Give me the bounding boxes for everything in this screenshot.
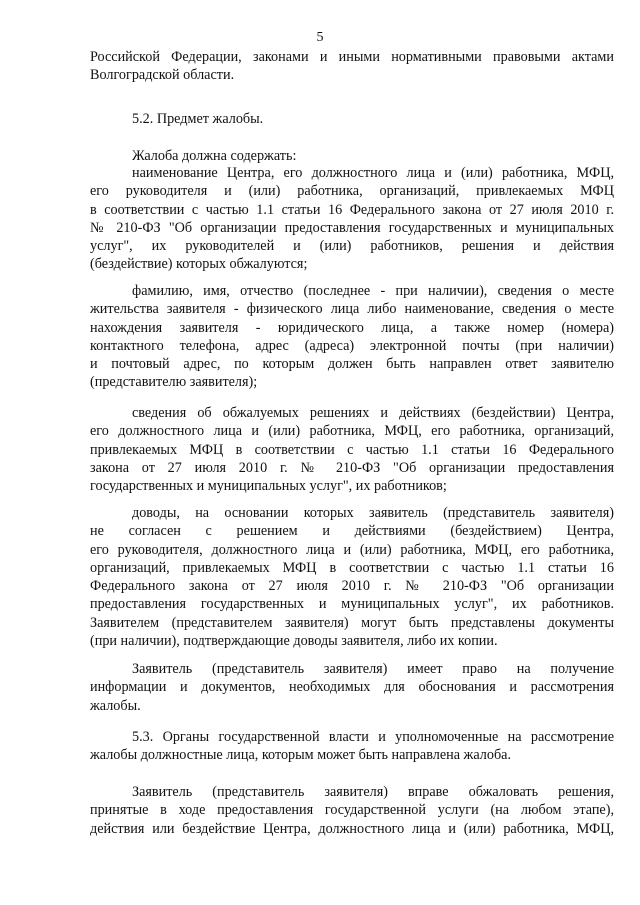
text-line: Жалоба должна содержать: [132,148,297,164]
text-line: (представителю заявителя); [90,374,258,391]
text-line: привлекаемых МФЦ в соответствии с частью 1.1 статьи 16 Федерального [90,441,614,458]
text-line: № 210-ФЗ "Об организации предоставления государственных и муниципальных [90,219,614,236]
applicant-right-paragraph [90,660,614,715]
intro-paragraph [90,48,614,85]
text-line: организаций, привлекаемых МФЦ в соответствии с частью 1.1 статьи 16 [90,559,614,576]
complaint-item-3 [90,404,614,495]
text-line: Заявитель (представитель заявителя) имеет право на получение [132,661,614,677]
text-line: контактного телефона, адрес (адреса) электронной почты (при наличии) [90,337,614,354]
text-line: (бездействие) которых обжалуются; [90,256,308,273]
text-line: не согласен с решением и действиями (бездействием) Центра, [90,523,614,540]
section-heading-5-3 [90,728,614,765]
appeal-paragraph [90,783,614,838]
text-line: действия или бездействие Центра, должностного лица и (или) работника, МФЦ, [90,820,614,837]
text-line: жительства заявителя - физического лица либо наименование, сведения о месте [90,301,614,318]
text-line: нахождения заявителя - юридического лица, а также номер (номера) [90,319,614,336]
complaint-item-4 [90,504,614,650]
page-number: 5 [316,30,324,45]
text-line: закона от 27 июля 2010 г. № 210-ФЗ "Об организации предоставления [90,459,614,476]
text-line: доводы, на основании которых заявитель (представитель заявителя) [132,505,614,521]
text-line: его должностного лица и (или) работника, МФЦ, его работника, организаций, [90,423,614,440]
text-line: Российской Федерации, законами и иными нормативными правовыми актами [90,49,614,65]
text-line: информации и документов, необходимых для обоснования и рассмотрения [90,679,614,696]
text-line: предоставления государственных и муниципальных услуг", их работников. [90,596,614,613]
text-line: Волгоградской области. [90,67,235,84]
heading-text: 5.3. Органы государственной власти и уполномоченные на рассмотрение [132,729,614,745]
text-line: фамилию, имя, отчество (последнее - при наличии), сведения о месте [132,283,614,299]
text-line: и почтовый адрес, по которым должен быть направлен ответ заявителю [90,356,614,373]
text-line: его руководителя и (или) работника, организаций, привлекаемых МФЦ [90,183,614,200]
text-line: Федерального закона от 27 июля 2010 г. № 210-ФЗ "Об организации [90,578,614,595]
heading-text: жалобы должностные лица, которым может быть направлена жалоба. [90,747,512,764]
section-heading-5-2 [90,110,614,128]
text-line: Заявителем (представителем заявителя) могут быть представлены документы [90,614,614,631]
text-line: принятые в ходе предоставления государственной услуги (на любом этапе), [90,802,614,819]
text-line: сведения об обжалуемых решениях и действиях (бездействии) Центра, [132,405,614,421]
complaint-item-2 [90,282,614,392]
text-line: его руководителя, должностного лица и (или) работника, МФЦ, его работника, [90,541,614,558]
complaint-item-1 [90,164,614,274]
text-line: жалобы. [90,697,141,714]
text-line: государственных и муниципальных услуг", их работников; [90,478,447,495]
text-line: Заявитель (представитель заявителя) вправе обжаловать решения, [132,784,614,800]
text-line: наименование Центра, его должностного лица и (или) работника, МФЦ, [132,165,614,181]
text-line: (при наличии), подтверждающие доводы заявителя, либо их копии. [90,633,498,650]
complaint-intro [90,147,614,165]
text-line: в соответствии с частью 1.1 статьи 16 Федерального закона от 27 июля 2010 г. [90,201,614,218]
heading-text: 5.2. Предмет жалобы. [132,111,264,127]
text-line: услуг", их руководителей и (или) работников, решения и действия [90,238,614,255]
